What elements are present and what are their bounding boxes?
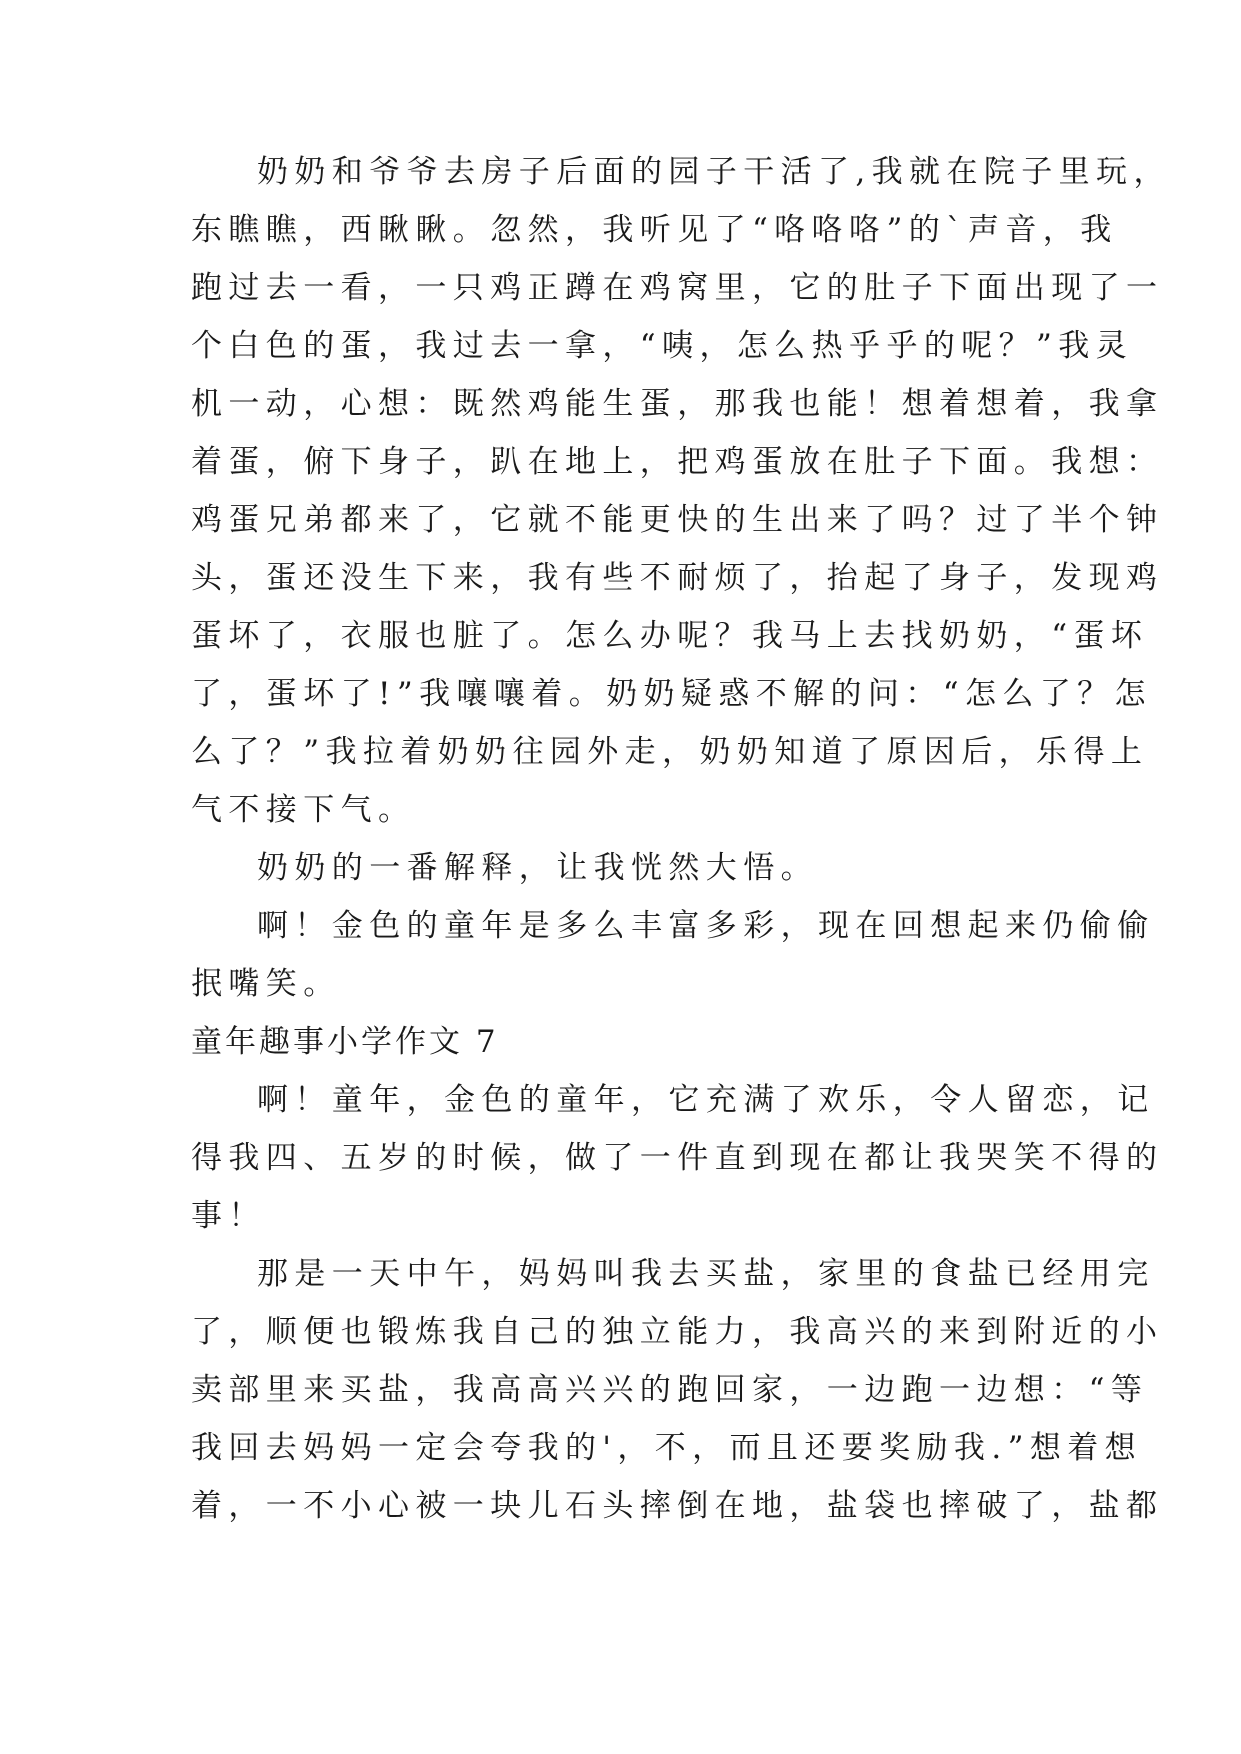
paragraph-line: 得我四、五岁的时候，做了一件直到现在都让我哭笑不得的 [191, 1140, 1164, 1176]
paragraph-line: 气不接下气。 [191, 792, 416, 828]
paragraph-line: 那是一天中午，妈妈叫我去买盐，家里的食盐已经用完 [257, 1256, 1155, 1292]
paragraph-line: 事！ [191, 1198, 266, 1234]
section-heading: 童年趣事小学作文 7 [191, 1024, 499, 1060]
paragraph-line: 啊！金色的童年是多么丰富多彩，现在回想起来仍偷偷 [257, 908, 1155, 944]
paragraph-line: 跑过去一看，一只鸡正蹲在鸡窝里，它的肚子下面出现了一 [191, 270, 1164, 306]
paragraph-line: 了，蛋坏了!”我嚷嚷着。奶奶疑惑不解的问：“怎么了？怎 [191, 676, 1152, 712]
paragraph-line: 我回去妈妈一定会夸我的'，不，而且还要奖励我.”想着想 [191, 1430, 1143, 1466]
paragraph-line: 了，顺便也锻炼我自己的独立能力，我高兴的来到附近的小 [191, 1314, 1164, 1350]
paragraph-line: 个白色的蛋，我过去一拿，“咦，怎么热乎乎的呢？”我灵 [191, 328, 1134, 364]
paragraph-line: 机一动，心想：既然鸡能生蛋，那我也能！想着想着，我拿 [191, 386, 1164, 422]
paragraph-line: 么了？”我拉着奶奶往园外走，奶奶知道了原因后，乐得上 [191, 734, 1149, 770]
paragraph-line: 鸡蛋兄弟都来了，它就不能更快的生出来了吗？过了半个钟 [191, 502, 1164, 538]
paragraph-line: 啊！童年，金色的童年，它充满了欢乐，令人留恋，记 [257, 1082, 1155, 1118]
paragraph-line: 奶奶的一番解释，让我恍然大悟。 [257, 850, 818, 886]
paragraph-line: 东瞧瞧，西瞅瞅。忽然，我听见了“咯咯咯”的`声音，我 [191, 212, 1118, 248]
paragraph-line: 着，一不小心被一块儿石头摔倒在地，盐袋也摔破了，盐都 [191, 1488, 1164, 1524]
paragraph-line: 着蛋，俯下身子，趴在地上，把鸡蛋放在肚子下面。我想： [191, 444, 1164, 480]
paragraph-line: 蛋坏了，衣服也脏了。怎么办呢？我马上去找奶奶，“蛋坏 [191, 618, 1149, 654]
paragraph-line: 抿嘴笑。 [191, 966, 341, 1002]
paragraph-line: 奶奶和爷爷去房子后面的园子干活了,我就在院子里玩， [257, 154, 1171, 190]
paragraph-line: 头，蛋还没生下来，我有些不耐烦了，抬起了身子，发现鸡 [191, 560, 1164, 596]
paragraph-line: 卖部里来买盐，我高高兴兴的跑回家，一边跑一边想：“等 [191, 1372, 1149, 1408]
